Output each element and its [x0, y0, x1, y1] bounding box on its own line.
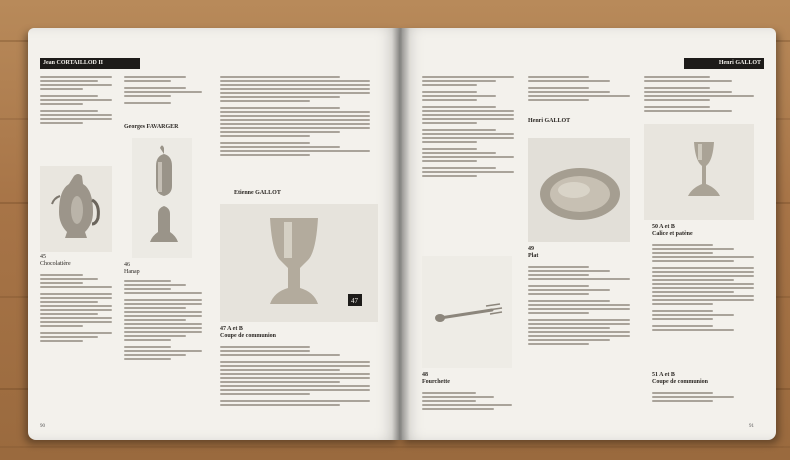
section-heading-favarger: Georges FAVARGER — [124, 124, 179, 130]
book-gutter — [392, 28, 410, 440]
item-48-number: 48 — [422, 372, 428, 378]
item-48-title: Fourchette — [422, 379, 450, 385]
text-column — [220, 344, 370, 408]
item-46-title: Hanap — [124, 269, 140, 275]
text-column — [220, 74, 370, 158]
section-heading-etienne-gallot: Etienne GALLOT — [234, 190, 281, 196]
chocolatiere-photo — [40, 166, 112, 252]
item-51-number: 51 A et B — [652, 372, 675, 378]
svg-text:47: 47 — [351, 297, 358, 305]
text-column — [528, 264, 630, 347]
running-head-left: Jean CORTAILLOD II — [40, 58, 140, 69]
text-column — [40, 74, 112, 126]
text-column — [652, 390, 754, 404]
item-51-caption — [652, 372, 752, 386]
item-49-title: Plat — [528, 253, 539, 259]
item-49-caption — [528, 246, 630, 260]
text-column — [644, 74, 754, 114]
text-column — [422, 390, 512, 412]
item-48-caption — [422, 372, 512, 386]
text-column — [40, 272, 112, 344]
section-heading-henri-gallot: Henri GALLOT — [528, 118, 571, 124]
item-50-title: Calice et patène — [652, 231, 693, 237]
item-45-number: 45 — [40, 254, 46, 260]
text-column — [652, 242, 754, 333]
item-50-number: 50 A et B — [652, 224, 675, 230]
page-number-right: 91 — [749, 424, 754, 429]
item-47-caption — [220, 326, 370, 340]
item-47-title: Coupe de communion — [220, 333, 277, 339]
item-50-caption — [652, 224, 752, 238]
item-47-number: 47 A et B — [220, 326, 243, 332]
text-column — [422, 74, 514, 179]
item-45-title: Chocolatière — [40, 261, 71, 267]
text-column — [124, 278, 202, 362]
text-column — [124, 74, 202, 106]
fourchette-photo — [422, 256, 512, 368]
calice-photo — [644, 124, 754, 220]
item-51-title: Coupe de communion — [652, 379, 709, 385]
running-head-right: Henri GALLOT — [684, 58, 764, 69]
plat-photo — [528, 138, 630, 242]
item-46-number: 46 — [124, 262, 130, 268]
open-book — [28, 28, 776, 440]
left-page — [28, 28, 400, 440]
item-49-number: 49 — [528, 246, 534, 252]
item-45-caption — [40, 254, 112, 268]
item-46-caption — [124, 262, 202, 276]
page-number-left: 90 — [40, 424, 45, 429]
coupe-photo — [220, 204, 378, 322]
text-column — [528, 74, 630, 103]
hanap-photo — [132, 138, 192, 258]
right-page — [400, 28, 776, 440]
